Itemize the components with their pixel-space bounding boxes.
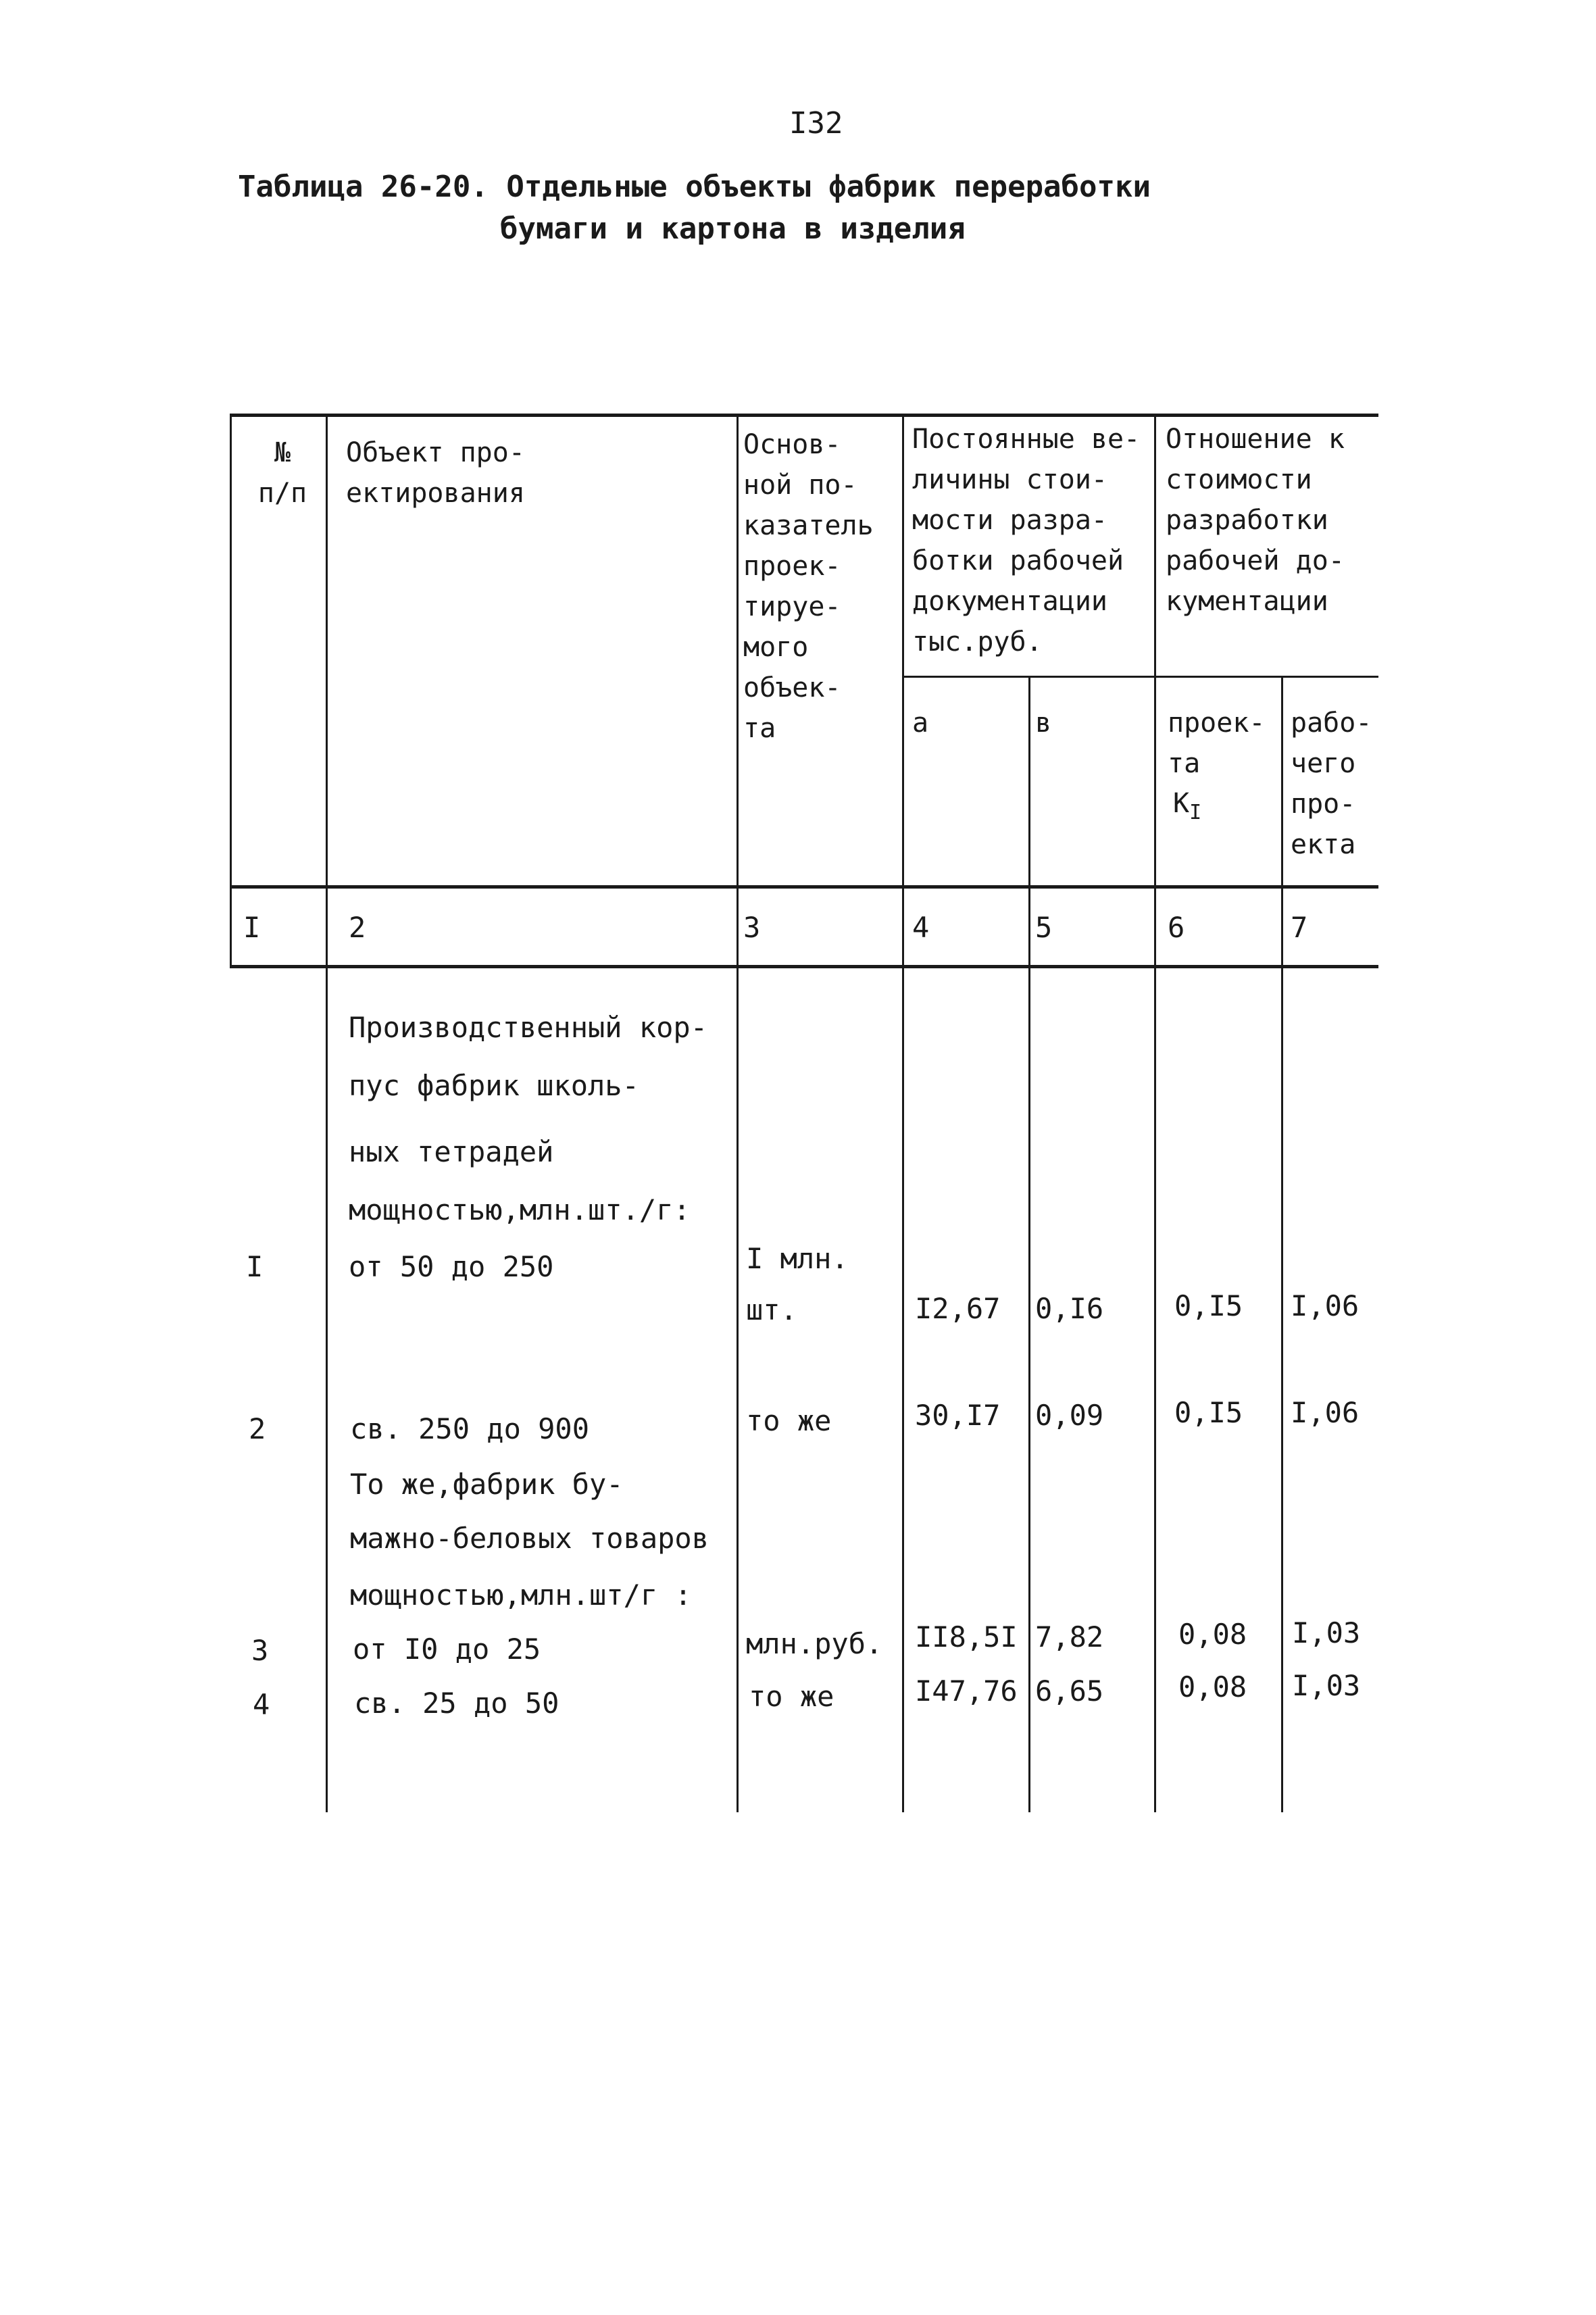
row4-k1: 0,08 [1178,1670,1247,1703]
header-col-b: в [1035,707,1052,739]
header-indicator: Основ- ной по- казатель проек- тируе- мого объек- та [743,429,874,744]
header-k1: $K_I$ [1173,788,1202,824]
row2-k1: 0,I5 [1174,1396,1243,1429]
rule-header-split [902,676,1378,678]
vline-3 [902,414,904,1812]
row4-indicator: то же [749,1680,834,1713]
desc-line-3: ных тетрадей [349,1135,554,1168]
colnum-5: 5 [1035,911,1053,944]
vline-2 [737,414,739,1812]
header-col-a: а [912,707,929,739]
row2-indicator: то же [746,1404,832,1437]
colnum-4: 4 [912,911,930,944]
row2-b: 0,09 [1035,1399,1104,1432]
row1-object: от 50 до 250 [349,1250,554,1283]
row2-object: св. 250 до 900 [350,1412,590,1445]
header-project: проек- та [1168,707,1266,779]
row3-a: II8,5I [915,1620,1018,1653]
page-number: I32 [789,106,843,141]
colnum-7: 7 [1291,911,1308,944]
row1-a: I2,67 [915,1292,1001,1325]
rule-header-bottom [230,885,1378,889]
row3-b: 7,82 [1035,1620,1104,1653]
row3-indicator: млн.руб. [746,1627,883,1660]
row1-b: 0,I6 [1035,1292,1104,1325]
header-working-project: рабо- чего про- екта [1291,707,1372,860]
row3-k1: 0,08 [1178,1618,1247,1651]
row2-number: 2 [249,1412,266,1445]
desc-line-2: пус фабрик школь- [349,1069,639,1102]
header-number: № п/п [257,437,307,509]
rule-top [230,414,1378,417]
table-caption-line1: Таблица 26-20. Отдельные объекты фабрик переработки [238,170,1151,204]
row2-k2: I,06 [1291,1396,1360,1429]
header-cost-group: Постоянные ве- личины стои- мости разра- ботки рабочей документации тыс.руб. [912,424,1141,657]
row1-number: I [246,1250,264,1283]
row4-number: 4 [253,1688,270,1721]
vline-0 [230,414,232,968]
row1-k2: I,06 [1291,1289,1360,1322]
row2-a: 30,I7 [915,1399,1001,1432]
row4-a: I47,76 [915,1674,1018,1708]
row4-b: 6,65 [1035,1674,1104,1708]
desc-line-7: мощностью,млн.шт/г : [350,1578,692,1612]
desc-line-6: мажно-беловых товаров [350,1522,709,1555]
colnum-1: I [243,911,261,944]
row4-k2: I,03 [1292,1669,1361,1702]
colnum-6: 6 [1168,911,1185,944]
vline-4 [1028,676,1030,1812]
row1-k1: 0,I5 [1174,1289,1243,1322]
row1-indicator-unit: шт. [746,1293,797,1326]
table-caption-line2: бумаги и картона в изделия [500,211,966,246]
row3-k2: I,03 [1292,1616,1361,1649]
vline-1 [326,414,328,1812]
desc-line-5: То же,фабрик бу- [350,1468,624,1501]
colnum-3: 3 [743,911,761,944]
desc-line-4: мощностью,млн.шт./г: [349,1193,691,1226]
header-ratio-group: Отношение к стоимости разработки рабочей до- кументации [1166,424,1345,617]
row1-indicator: I млн. [746,1242,849,1275]
vline-5 [1154,414,1156,1812]
header-object: Объект про- ектирования [346,437,525,509]
rule-colnum-bottom [230,965,1378,968]
colnum-2: 2 [349,911,366,944]
row3-object: от I0 до 25 [353,1633,541,1666]
vline-6 [1281,676,1283,1812]
desc-line-1: Производственный кор- [349,1011,708,1044]
row3-number: 3 [251,1634,269,1667]
row4-object: св. 25 до 50 [354,1687,559,1720]
